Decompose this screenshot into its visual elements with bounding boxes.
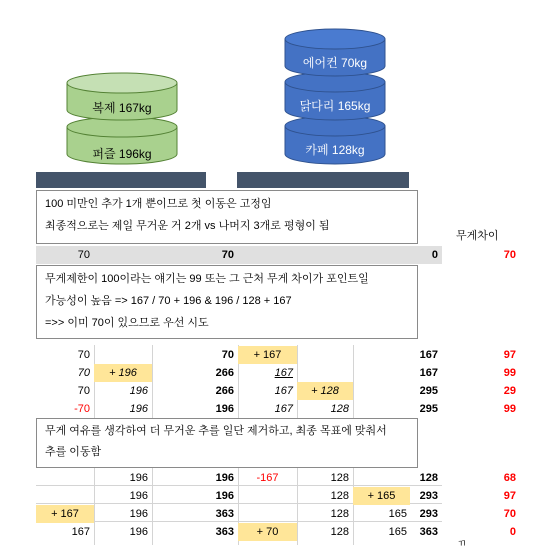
g1r2-f: 167	[419, 367, 438, 379]
row0-diff: 70	[503, 249, 516, 261]
g1r3-c: 266	[215, 385, 234, 397]
g1r3-e: + 128	[297, 382, 353, 400]
g2r4-c: 363	[215, 526, 234, 538]
g1r3-diff: 29	[503, 385, 516, 397]
diff-header: 무게차이	[456, 230, 499, 242]
g2r2-f: 293	[419, 490, 438, 502]
note-line: 가능성이 높음 => 167 / 70 + 196 & 196 / 128 + 167	[45, 295, 292, 307]
weight-label-bokje: 복제 167kg	[92, 101, 152, 115]
right-balance-plate	[237, 172, 409, 188]
g2r4-f: 363	[419, 526, 438, 538]
weight-label-chicken: 닭다리 165kg	[299, 99, 371, 113]
g1r1-d: + 167	[238, 346, 297, 364]
g1r4-e: 128	[330, 403, 349, 415]
left-balance-plate	[36, 172, 206, 188]
g1r1-c: 70	[221, 349, 234, 361]
g1r4-b: 196	[129, 403, 148, 415]
g2r4-a: 167	[71, 526, 90, 538]
g2r3-e2: 165	[388, 508, 407, 520]
g1r3-a: 70	[77, 385, 90, 397]
note-line: 무게 여유를 생각하여 더 무거운 추를 일단 제거하고, 최종 목표에 맞춰서	[45, 425, 387, 437]
note-line: =>> 이미 70이 있으므로 우선 시도	[45, 317, 209, 329]
footer-mark: ㄲ	[457, 539, 467, 550]
g2r4-diff: 0	[509, 526, 516, 538]
note-line: 무게제한이 100이라는 얘기는 99 또는 그 근처 무게 차이가 포인트일	[45, 273, 369, 285]
g1r1-diff: 97	[503, 349, 516, 361]
g2r2-b: 196	[129, 490, 148, 502]
row0-right-total: 0	[431, 249, 438, 261]
g2r2-diff: 97	[503, 490, 516, 502]
g1r4-c: 196	[215, 403, 234, 415]
g1r4-f: 295	[419, 403, 438, 415]
g2r2-c: 196	[215, 490, 234, 502]
g1r3-f: 295	[419, 385, 438, 397]
g2r2-e: 128	[330, 490, 349, 502]
g2r3-b: 196	[129, 508, 148, 520]
g2r3-f: 293	[419, 508, 438, 520]
note-line: 최종적으로는 제일 무거운 거 2개 vs 나머지 3개로 평형이 됨	[45, 220, 330, 232]
g2r1-f: 128	[419, 472, 438, 484]
weight-label-aircon: 에어컨 70kg	[302, 56, 368, 70]
g2r1-d: -167	[256, 472, 279, 484]
g1r2-a: 70	[77, 367, 90, 379]
note-remove-heavier	[36, 418, 418, 468]
weight-label-cafe: 카페 128kg	[305, 143, 365, 157]
g2r4-d: + 70	[238, 523, 297, 541]
g2r3-diff: 70	[503, 508, 516, 520]
note-line: 100 미만인 추가 1개 뿐이므로 첫 이동은 고정임	[45, 198, 272, 210]
weight-label-puzzle: 퍼즐 196kg	[92, 147, 152, 161]
row0-left-total: 70	[221, 249, 234, 261]
g2r2-e2: + 165	[353, 487, 410, 505]
row0-left: 70	[77, 249, 90, 261]
note-first-move	[36, 190, 418, 244]
right-weight-stack	[284, 28, 386, 166]
g1r3-b: 196	[129, 385, 148, 397]
g2r1-b: 196	[129, 472, 148, 484]
g2r4-e2: 165	[388, 526, 407, 538]
g2r3-a: + 167	[36, 505, 94, 523]
g1r3-d: 167	[274, 385, 293, 397]
g2r3-c: 363	[215, 508, 234, 520]
g1r2-c: 266	[215, 367, 234, 379]
note-line: 추를 이동함	[45, 446, 102, 458]
g1r4-d: 167	[274, 403, 293, 415]
g1r4-diff: 99	[503, 403, 516, 415]
g2r3-e: 128	[330, 508, 349, 520]
g2r1-e: 128	[330, 472, 349, 484]
g1r1-a: 70	[77, 349, 90, 361]
g1r2-b: + 196	[94, 364, 152, 382]
g1r4-a: -70	[74, 403, 90, 415]
g1r2-d: 167	[274, 367, 293, 379]
g2r1-c: 196	[215, 472, 234, 484]
g2r1-diff: 68	[503, 472, 516, 484]
g2r4-e: 128	[330, 526, 349, 538]
g1r1-f: 167	[419, 349, 438, 361]
g2r4-b: 196	[129, 526, 148, 538]
g1r2-diff: 99	[503, 367, 516, 379]
left-weight-stack	[66, 72, 178, 167]
note-weight-limit	[36, 265, 418, 339]
